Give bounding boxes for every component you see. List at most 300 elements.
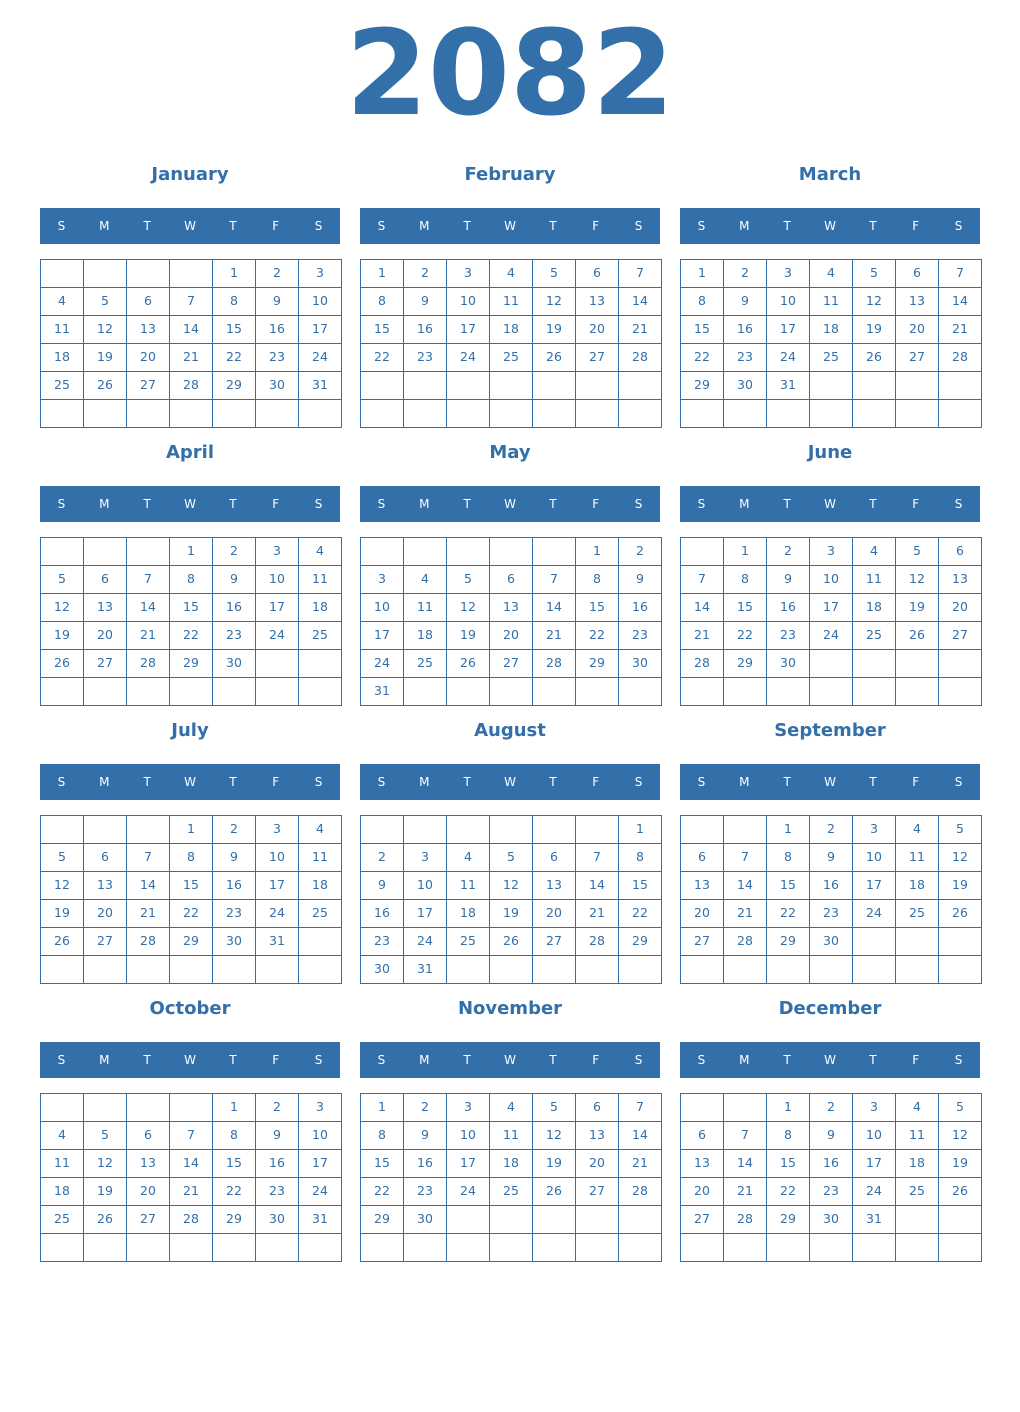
day-cell[interactable]: 8 [360, 287, 404, 316]
day-cell[interactable]: 19 [83, 1177, 127, 1206]
day-cell[interactable]: 21 [126, 621, 170, 650]
day-cell[interactable]: 11 [895, 1121, 939, 1150]
day-cell[interactable]: 7 [723, 1121, 767, 1150]
day-cell[interactable]: 17 [298, 1149, 342, 1178]
day-cell[interactable]: 30 [766, 649, 810, 678]
day-cell[interactable]: 16 [255, 1149, 299, 1178]
day-cell[interactable]: 10 [298, 287, 342, 316]
day-cell[interactable]: 29 [618, 927, 662, 956]
day-cell[interactable]: 5 [852, 259, 896, 288]
day-cell[interactable]: 6 [575, 1093, 619, 1122]
day-cell[interactable]: 3 [255, 537, 299, 566]
day-cell[interactable]: 28 [618, 1177, 662, 1206]
day-cell[interactable]: 31 [766, 371, 810, 400]
day-cell[interactable]: 29 [212, 371, 256, 400]
day-cell[interactable]: 24 [446, 343, 490, 372]
day-cell[interactable]: 4 [489, 259, 533, 288]
day-cell[interactable]: 17 [446, 315, 490, 344]
day-cell[interactable]: 29 [766, 927, 810, 956]
day-cell[interactable]: 30 [212, 649, 256, 678]
day-cell[interactable]: 14 [126, 593, 170, 622]
day-cell[interactable]: 21 [169, 1177, 213, 1206]
day-cell[interactable]: 15 [723, 593, 767, 622]
day-cell[interactable]: 19 [938, 871, 982, 900]
day-cell[interactable]: 26 [852, 343, 896, 372]
day-cell[interactable]: 23 [723, 343, 767, 372]
day-cell[interactable]: 12 [40, 593, 84, 622]
day-cell[interactable]: 5 [532, 1093, 576, 1122]
day-cell[interactable]: 21 [126, 899, 170, 928]
day-cell[interactable]: 18 [40, 343, 84, 372]
day-cell[interactable]: 15 [575, 593, 619, 622]
day-cell[interactable]: 11 [895, 843, 939, 872]
day-cell[interactable]: 28 [169, 1205, 213, 1234]
day-cell[interactable]: 30 [618, 649, 662, 678]
day-cell[interactable]: 1 [169, 537, 213, 566]
day-cell[interactable]: 24 [360, 649, 404, 678]
day-cell[interactable]: 13 [680, 871, 724, 900]
day-cell[interactable]: 26 [489, 927, 533, 956]
day-cell[interactable]: 2 [255, 1093, 299, 1122]
day-cell[interactable]: 9 [403, 1121, 447, 1150]
day-cell[interactable]: 25 [895, 899, 939, 928]
day-cell[interactable]: 9 [255, 287, 299, 316]
day-cell[interactable]: 16 [618, 593, 662, 622]
day-cell[interactable]: 1 [212, 1093, 256, 1122]
day-cell[interactable]: 6 [680, 1121, 724, 1150]
day-cell[interactable]: 8 [212, 287, 256, 316]
day-cell[interactable]: 25 [40, 371, 84, 400]
day-cell[interactable]: 9 [809, 1121, 853, 1150]
day-cell[interactable]: 20 [532, 899, 576, 928]
day-cell[interactable]: 3 [766, 259, 810, 288]
day-cell[interactable]: 23 [403, 343, 447, 372]
day-cell[interactable]: 11 [403, 593, 447, 622]
day-cell[interactable]: 13 [126, 315, 170, 344]
day-cell[interactable]: 9 [212, 565, 256, 594]
day-cell[interactable]: 22 [169, 899, 213, 928]
day-cell[interactable]: 24 [852, 1177, 896, 1206]
day-cell[interactable]: 5 [446, 565, 490, 594]
day-cell[interactable]: 28 [532, 649, 576, 678]
day-cell[interactable]: 4 [40, 1121, 84, 1150]
day-cell[interactable]: 5 [40, 565, 84, 594]
day-cell[interactable]: 8 [618, 843, 662, 872]
day-cell[interactable]: 24 [809, 621, 853, 650]
day-cell[interactable]: 30 [723, 371, 767, 400]
day-cell[interactable]: 7 [680, 565, 724, 594]
day-cell[interactable]: 17 [446, 1149, 490, 1178]
day-cell[interactable]: 23 [212, 621, 256, 650]
day-cell[interactable]: 12 [83, 315, 127, 344]
day-cell[interactable]: 26 [532, 343, 576, 372]
day-cell[interactable]: 29 [212, 1205, 256, 1234]
day-cell[interactable]: 29 [766, 1205, 810, 1234]
day-cell[interactable]: 27 [489, 649, 533, 678]
day-cell[interactable]: 20 [680, 1177, 724, 1206]
day-cell[interactable]: 20 [938, 593, 982, 622]
day-cell[interactable]: 25 [489, 1177, 533, 1206]
day-cell[interactable]: 7 [575, 843, 619, 872]
day-cell[interactable]: 20 [680, 899, 724, 928]
day-cell[interactable]: 17 [852, 871, 896, 900]
day-cell[interactable]: 7 [169, 1121, 213, 1150]
day-cell[interactable]: 12 [938, 843, 982, 872]
day-cell[interactable]: 7 [532, 565, 576, 594]
day-cell[interactable]: 25 [40, 1205, 84, 1234]
day-cell[interactable]: 21 [618, 1149, 662, 1178]
day-cell[interactable]: 17 [766, 315, 810, 344]
day-cell[interactable]: 7 [169, 287, 213, 316]
day-cell[interactable]: 30 [403, 1205, 447, 1234]
day-cell[interactable]: 28 [680, 649, 724, 678]
day-cell[interactable]: 25 [298, 899, 342, 928]
day-cell[interactable]: 31 [403, 955, 447, 984]
day-cell[interactable]: 24 [298, 1177, 342, 1206]
day-cell[interactable]: 5 [83, 1121, 127, 1150]
day-cell[interactable]: 21 [680, 621, 724, 650]
day-cell[interactable]: 4 [298, 537, 342, 566]
day-cell[interactable]: 18 [489, 1149, 533, 1178]
day-cell[interactable]: 27 [532, 927, 576, 956]
day-cell[interactable]: 24 [446, 1177, 490, 1206]
day-cell[interactable]: 22 [169, 621, 213, 650]
day-cell[interactable]: 13 [83, 871, 127, 900]
day-cell[interactable]: 6 [83, 843, 127, 872]
day-cell[interactable]: 27 [575, 343, 619, 372]
day-cell[interactable]: 25 [852, 621, 896, 650]
day-cell[interactable]: 13 [938, 565, 982, 594]
day-cell[interactable]: 6 [489, 565, 533, 594]
day-cell[interactable]: 6 [83, 565, 127, 594]
day-cell[interactable]: 29 [575, 649, 619, 678]
day-cell[interactable]: 30 [360, 955, 404, 984]
day-cell[interactable]: 7 [126, 843, 170, 872]
day-cell[interactable]: 2 [212, 537, 256, 566]
day-cell[interactable]: 18 [40, 1177, 84, 1206]
day-cell[interactable]: 26 [895, 621, 939, 650]
day-cell[interactable]: 19 [40, 621, 84, 650]
day-cell[interactable]: 20 [575, 1149, 619, 1178]
day-cell[interactable]: 17 [255, 871, 299, 900]
day-cell[interactable]: 1 [212, 259, 256, 288]
day-cell[interactable]: 6 [532, 843, 576, 872]
day-cell[interactable]: 17 [298, 315, 342, 344]
day-cell[interactable]: 29 [680, 371, 724, 400]
day-cell[interactable]: 24 [403, 927, 447, 956]
day-cell[interactable]: 15 [618, 871, 662, 900]
day-cell[interactable]: 11 [298, 565, 342, 594]
day-cell[interactable]: 9 [360, 871, 404, 900]
day-cell[interactable]: 1 [360, 1093, 404, 1122]
day-cell[interactable]: 11 [489, 287, 533, 316]
day-cell[interactable]: 9 [766, 565, 810, 594]
day-cell[interactable]: 12 [83, 1149, 127, 1178]
day-cell[interactable]: 17 [852, 1149, 896, 1178]
day-cell[interactable]: 11 [852, 565, 896, 594]
day-cell[interactable]: 13 [532, 871, 576, 900]
day-cell[interactable]: 19 [83, 343, 127, 372]
day-cell[interactable]: 2 [723, 259, 767, 288]
day-cell[interactable]: 22 [680, 343, 724, 372]
day-cell[interactable]: 16 [360, 899, 404, 928]
day-cell[interactable]: 21 [723, 1177, 767, 1206]
day-cell[interactable]: 22 [212, 343, 256, 372]
day-cell[interactable]: 20 [489, 621, 533, 650]
day-cell[interactable]: 19 [532, 1149, 576, 1178]
day-cell[interactable]: 9 [723, 287, 767, 316]
day-cell[interactable]: 22 [766, 899, 810, 928]
day-cell[interactable]: 11 [40, 315, 84, 344]
day-cell[interactable]: 13 [126, 1149, 170, 1178]
day-cell[interactable]: 19 [40, 899, 84, 928]
day-cell[interactable]: 11 [446, 871, 490, 900]
day-cell[interactable]: 12 [895, 565, 939, 594]
day-cell[interactable]: 16 [212, 871, 256, 900]
day-cell[interactable]: 18 [403, 621, 447, 650]
day-cell[interactable]: 1 [618, 815, 662, 844]
day-cell[interactable]: 2 [403, 1093, 447, 1122]
day-cell[interactable]: 15 [169, 871, 213, 900]
day-cell[interactable]: 21 [575, 899, 619, 928]
day-cell[interactable]: 15 [169, 593, 213, 622]
day-cell[interactable]: 30 [255, 1205, 299, 1234]
day-cell[interactable]: 15 [766, 1149, 810, 1178]
day-cell[interactable]: 27 [680, 1205, 724, 1234]
day-cell[interactable]: 28 [575, 927, 619, 956]
day-cell[interactable]: 2 [360, 843, 404, 872]
day-cell[interactable]: 4 [40, 287, 84, 316]
day-cell[interactable]: 2 [618, 537, 662, 566]
day-cell[interactable]: 26 [40, 649, 84, 678]
day-cell[interactable]: 31 [360, 677, 404, 706]
day-cell[interactable]: 7 [618, 259, 662, 288]
day-cell[interactable]: 10 [255, 565, 299, 594]
day-cell[interactable]: 25 [298, 621, 342, 650]
day-cell[interactable]: 11 [298, 843, 342, 872]
day-cell[interactable]: 18 [446, 899, 490, 928]
day-cell[interactable]: 16 [766, 593, 810, 622]
day-cell[interactable]: 12 [852, 287, 896, 316]
day-cell[interactable]: 22 [766, 1177, 810, 1206]
day-cell[interactable]: 19 [852, 315, 896, 344]
day-cell[interactable]: 1 [766, 1093, 810, 1122]
day-cell[interactable]: 22 [618, 899, 662, 928]
day-cell[interactable]: 1 [169, 815, 213, 844]
day-cell[interactable]: 21 [532, 621, 576, 650]
day-cell[interactable]: 14 [575, 871, 619, 900]
day-cell[interactable]: 23 [809, 1177, 853, 1206]
day-cell[interactable]: 20 [126, 343, 170, 372]
day-cell[interactable]: 25 [489, 343, 533, 372]
day-cell[interactable]: 14 [938, 287, 982, 316]
day-cell[interactable]: 3 [852, 815, 896, 844]
day-cell[interactable]: 17 [255, 593, 299, 622]
day-cell[interactable]: 4 [489, 1093, 533, 1122]
day-cell[interactable]: 19 [938, 1149, 982, 1178]
day-cell[interactable]: 14 [723, 1149, 767, 1178]
day-cell[interactable]: 16 [403, 1149, 447, 1178]
day-cell[interactable]: 14 [169, 1149, 213, 1178]
day-cell[interactable]: 21 [938, 315, 982, 344]
day-cell[interactable]: 13 [489, 593, 533, 622]
day-cell[interactable]: 15 [360, 315, 404, 344]
day-cell[interactable]: 4 [446, 843, 490, 872]
day-cell[interactable]: 6 [680, 843, 724, 872]
day-cell[interactable]: 10 [255, 843, 299, 872]
day-cell[interactable]: 3 [446, 1093, 490, 1122]
day-cell[interactable]: 3 [298, 259, 342, 288]
day-cell[interactable]: 21 [618, 315, 662, 344]
day-cell[interactable]: 26 [83, 371, 127, 400]
day-cell[interactable]: 15 [680, 315, 724, 344]
day-cell[interactable]: 26 [446, 649, 490, 678]
day-cell[interactable]: 26 [938, 1177, 982, 1206]
day-cell[interactable]: 28 [723, 1205, 767, 1234]
day-cell[interactable]: 12 [40, 871, 84, 900]
day-cell[interactable]: 21 [169, 343, 213, 372]
day-cell[interactable]: 22 [575, 621, 619, 650]
day-cell[interactable]: 4 [809, 259, 853, 288]
day-cell[interactable]: 28 [723, 927, 767, 956]
day-cell[interactable]: 30 [809, 1205, 853, 1234]
day-cell[interactable]: 20 [83, 621, 127, 650]
day-cell[interactable]: 28 [618, 343, 662, 372]
day-cell[interactable]: 31 [852, 1205, 896, 1234]
day-cell[interactable]: 9 [403, 287, 447, 316]
day-cell[interactable]: 8 [680, 287, 724, 316]
day-cell[interactable]: 10 [809, 565, 853, 594]
day-cell[interactable]: 25 [446, 927, 490, 956]
day-cell[interactable]: 7 [723, 843, 767, 872]
day-cell[interactable]: 30 [255, 371, 299, 400]
day-cell[interactable]: 6 [895, 259, 939, 288]
day-cell[interactable]: 27 [680, 927, 724, 956]
day-cell[interactable]: 13 [575, 1121, 619, 1150]
day-cell[interactable]: 27 [83, 927, 127, 956]
day-cell[interactable]: 14 [126, 871, 170, 900]
day-cell[interactable]: 8 [360, 1121, 404, 1150]
day-cell[interactable]: 23 [360, 927, 404, 956]
day-cell[interactable]: 28 [169, 371, 213, 400]
day-cell[interactable]: 28 [126, 649, 170, 678]
day-cell[interactable]: 20 [126, 1177, 170, 1206]
day-cell[interactable]: 2 [212, 815, 256, 844]
day-cell[interactable]: 5 [938, 1093, 982, 1122]
day-cell[interactable]: 10 [446, 1121, 490, 1150]
day-cell[interactable]: 24 [298, 343, 342, 372]
day-cell[interactable]: 3 [255, 815, 299, 844]
day-cell[interactable]: 28 [938, 343, 982, 372]
day-cell[interactable]: 22 [360, 343, 404, 372]
day-cell[interactable]: 1 [575, 537, 619, 566]
day-cell[interactable]: 21 [723, 899, 767, 928]
day-cell[interactable]: 19 [446, 621, 490, 650]
day-cell[interactable]: 8 [766, 843, 810, 872]
day-cell[interactable]: 4 [298, 815, 342, 844]
day-cell[interactable]: 6 [575, 259, 619, 288]
day-cell[interactable]: 1 [360, 259, 404, 288]
day-cell[interactable]: 18 [489, 315, 533, 344]
day-cell[interactable]: 22 [723, 621, 767, 650]
day-cell[interactable]: 8 [766, 1121, 810, 1150]
day-cell[interactable]: 30 [212, 927, 256, 956]
day-cell[interactable]: 27 [938, 621, 982, 650]
day-cell[interactable]: 8 [575, 565, 619, 594]
day-cell[interactable]: 15 [360, 1149, 404, 1178]
day-cell[interactable]: 17 [403, 899, 447, 928]
day-cell[interactable]: 6 [126, 287, 170, 316]
day-cell[interactable]: 28 [126, 927, 170, 956]
day-cell[interactable]: 19 [895, 593, 939, 622]
day-cell[interactable]: 15 [212, 315, 256, 344]
day-cell[interactable]: 14 [723, 871, 767, 900]
day-cell[interactable]: 6 [938, 537, 982, 566]
day-cell[interactable]: 9 [255, 1121, 299, 1150]
day-cell[interactable]: 10 [852, 1121, 896, 1150]
day-cell[interactable]: 16 [723, 315, 767, 344]
day-cell[interactable]: 23 [255, 1177, 299, 1206]
day-cell[interactable]: 10 [766, 287, 810, 316]
day-cell[interactable]: 2 [255, 259, 299, 288]
day-cell[interactable]: 10 [852, 843, 896, 872]
day-cell[interactable]: 29 [723, 649, 767, 678]
day-cell[interactable]: 31 [298, 371, 342, 400]
day-cell[interactable]: 20 [895, 315, 939, 344]
day-cell[interactable]: 8 [723, 565, 767, 594]
day-cell[interactable]: 15 [766, 871, 810, 900]
day-cell[interactable]: 12 [446, 593, 490, 622]
day-cell[interactable]: 7 [618, 1093, 662, 1122]
day-cell[interactable]: 23 [255, 343, 299, 372]
day-cell[interactable]: 19 [532, 315, 576, 344]
day-cell[interactable]: 13 [895, 287, 939, 316]
day-cell[interactable]: 9 [212, 843, 256, 872]
day-cell[interactable]: 14 [532, 593, 576, 622]
day-cell[interactable]: 12 [532, 1121, 576, 1150]
day-cell[interactable]: 14 [169, 315, 213, 344]
day-cell[interactable]: 7 [126, 565, 170, 594]
day-cell[interactable]: 17 [360, 621, 404, 650]
day-cell[interactable]: 10 [446, 287, 490, 316]
day-cell[interactable]: 20 [83, 899, 127, 928]
day-cell[interactable]: 4 [895, 815, 939, 844]
day-cell[interactable]: 26 [532, 1177, 576, 1206]
day-cell[interactable]: 2 [809, 1093, 853, 1122]
day-cell[interactable]: 16 [403, 315, 447, 344]
day-cell[interactable]: 5 [532, 259, 576, 288]
day-cell[interactable]: 27 [83, 649, 127, 678]
day-cell[interactable]: 16 [212, 593, 256, 622]
day-cell[interactable]: 25 [895, 1177, 939, 1206]
day-cell[interactable]: 31 [255, 927, 299, 956]
day-cell[interactable]: 11 [809, 287, 853, 316]
day-cell[interactable]: 29 [169, 649, 213, 678]
day-cell[interactable]: 3 [852, 1093, 896, 1122]
day-cell[interactable]: 5 [83, 287, 127, 316]
day-cell[interactable]: 15 [212, 1149, 256, 1178]
day-cell[interactable]: 4 [895, 1093, 939, 1122]
day-cell[interactable]: 20 [575, 315, 619, 344]
day-cell[interactable]: 5 [895, 537, 939, 566]
day-cell[interactable]: 1 [680, 259, 724, 288]
day-cell[interactable]: 22 [212, 1177, 256, 1206]
day-cell[interactable]: 27 [126, 1205, 170, 1234]
day-cell[interactable]: 18 [852, 593, 896, 622]
day-cell[interactable]: 3 [403, 843, 447, 872]
day-cell[interactable]: 8 [212, 1121, 256, 1150]
day-cell[interactable]: 12 [489, 871, 533, 900]
